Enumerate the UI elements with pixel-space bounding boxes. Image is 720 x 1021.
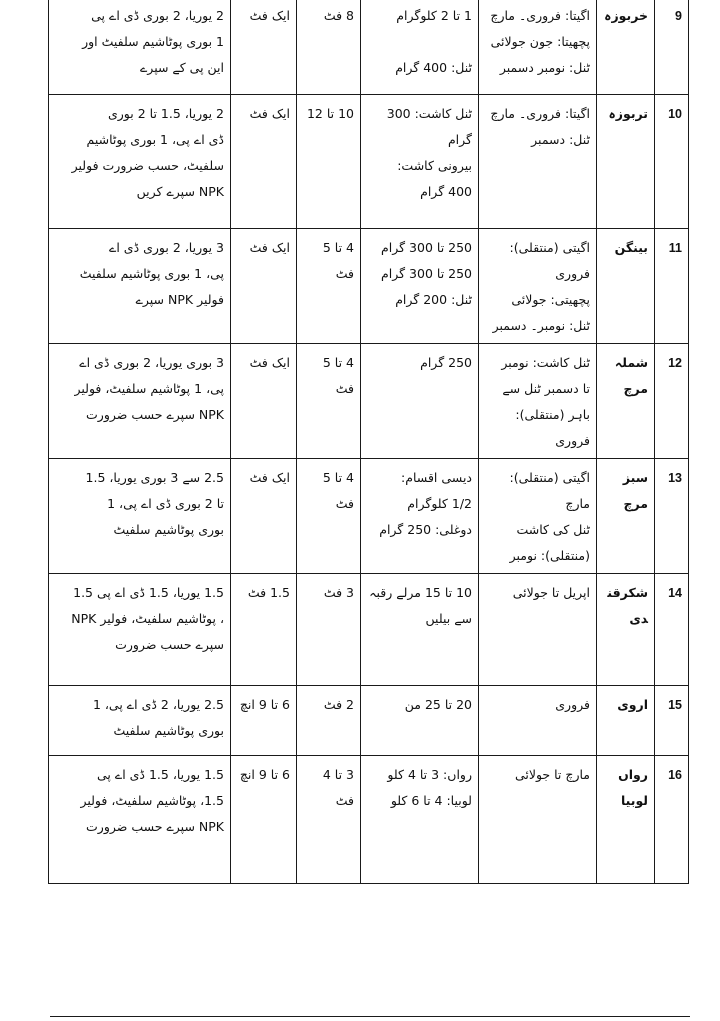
crop-guide-table: [48, 0, 689, 884]
seed-rate-cell-line: 1 تا 2 کلوگرام: [396, 8, 472, 23]
sowing-time-cell-line: (منتقلی): نومبر: [509, 548, 590, 563]
fertilizer-cell: [49, 686, 231, 756]
plant-spacing-cell: [231, 0, 297, 95]
seed-rate-cell-line: گرام: [447, 132, 472, 147]
sowing-time-cell-line: ٹنل: نومبر۔ دسمبر: [492, 318, 590, 333]
seed-rate-cell-line: 250 تا 300 گرام: [381, 240, 472, 255]
plant-spacing-cell: [231, 756, 297, 884]
sowing-time-cell: [479, 686, 597, 756]
serial-number-cell: [655, 459, 689, 574]
fertilizer-cell-line: تا 2 بوری ڈی اے پی، 1: [107, 496, 224, 511]
crop-name-cell-text: شملہ مرچ: [614, 355, 648, 396]
row-spacing-cell-line: 4 تا 5 فٹ: [322, 355, 354, 396]
fertilizer-cell: [49, 574, 231, 686]
fertilizer-cell-line: پی، 1 پوٹاشیم سلفیٹ، فولیر: [74, 381, 224, 396]
plant-spacing-cell-line: 1.5 فٹ: [247, 585, 290, 600]
fertilizer-cell-line: NPK سپرے حسب ضرورت: [86, 407, 224, 422]
plant-spacing-cell: [231, 95, 297, 229]
plant-spacing-cell: [231, 459, 297, 574]
row-spacing-cell-line: 4 تا 5 فٹ: [322, 470, 354, 511]
row-spacing-cell: [297, 0, 361, 95]
plant-spacing-cell: [231, 344, 297, 459]
serial-number-cell: [655, 0, 689, 95]
fertilizer-cell-line: NPK سپرے کریں: [136, 184, 224, 199]
fertilizer-cell: [49, 756, 231, 884]
row-spacing-cell-line: 8 فٹ: [323, 8, 354, 23]
plant-spacing-cell-line: ایک فٹ: [249, 240, 290, 255]
sowing-time-cell-line: ٹنل: نومبر دسمبر: [499, 60, 590, 75]
seed-rate-cell-line: 400 گرام: [420, 184, 472, 199]
fertilizer-cell-line: 3 یوریا، 2 بوری ڈی اے: [109, 240, 224, 255]
sowing-time-cell: [479, 459, 597, 574]
serial-number-cell: [655, 756, 689, 884]
crop-name-cell-text: اروی: [617, 697, 648, 712]
table-row: [49, 0, 689, 95]
table-row: [49, 756, 689, 884]
seed-rate-cell-line: 20 تا 25 من: [404, 697, 472, 712]
crop-name-cell: [597, 756, 655, 884]
fertilizer-cell-line: 2.5 سے 3 بوری یوریا، 1.5: [85, 470, 224, 485]
seed-rate-cell: [361, 756, 479, 884]
seed-rate-cell-line: 250 تا 300 گرام: [381, 266, 472, 281]
table-row: [49, 686, 689, 756]
crop-name-cell-text: خربوزہ: [604, 8, 648, 23]
seed-rate-cell-line: [367, 29, 472, 55]
seed-rate-cell-line: 10 تا 15 مرلے رقبہ: [369, 585, 472, 600]
row-spacing-cell: [297, 686, 361, 756]
row-spacing-cell: [297, 95, 361, 229]
seed-rate-cell-line: ٹنل: 200 گرام: [395, 292, 472, 307]
crop-name-cell: [597, 459, 655, 574]
fertilizer-cell-line: 1.5 یوریا، 1.5 ڈی اے پی 1.5: [73, 585, 224, 600]
fertilizer-cell-line: 1.5 یوریا، 1.5 ڈی اے پی: [97, 767, 224, 782]
fertilizer-cell-line: 1.5، پوٹاشیم سلفیٹ، فولیر: [80, 793, 224, 808]
fertilizer-cell-line: بوری پوٹاشیم سلفیٹ: [113, 522, 224, 537]
crop-name-cell-text: تربوزہ: [608, 106, 648, 121]
sowing-time-cell-line: مارچ تا جولائی: [514, 767, 590, 782]
sowing-time-cell-line: اگیتا: فروری۔ مارچ: [490, 8, 590, 23]
seed-rate-cell: [361, 459, 479, 574]
fertilizer-cell-line: این پی کے سپرے: [139, 60, 224, 75]
serial-number-cell-text: 13: [668, 471, 682, 485]
serial-number-cell-text: 9: [675, 9, 682, 23]
seed-rate-cell-line: ٹنل کاشت: 300: [386, 106, 472, 121]
serial-number-cell: [655, 344, 689, 459]
plant-spacing-cell-line: 6 تا 9 انچ: [239, 767, 290, 782]
table-row: [49, 459, 689, 574]
seed-rate-cell: [361, 0, 479, 95]
plant-spacing-cell: [231, 229, 297, 344]
seed-rate-cell: [361, 229, 479, 344]
sowing-time-cell-line: ٹنل کاشت: نومبر: [501, 355, 590, 370]
row-spacing-cell-line: 4 تا 5 فٹ: [322, 240, 354, 281]
sowing-time-cell-line: اگیتی (منتقلی): مارچ: [509, 470, 590, 511]
fertilizer-cell-line: پی، 1 بوری پوٹاشیم سلفیٹ: [79, 266, 224, 281]
plant-spacing-cell-line: ایک فٹ: [249, 106, 290, 121]
serial-number-cell-text: 11: [668, 241, 682, 255]
seed-rate-cell-line: ٹنل: 400 گرام: [395, 60, 472, 75]
fertilizer-cell-line: بوری پوٹاشیم سلفیٹ: [113, 723, 224, 738]
seed-rate-cell: [361, 344, 479, 459]
fertilizer-cell-line: سپرے حسب ضرورت: [115, 637, 224, 652]
table-row: [49, 95, 689, 229]
row-spacing-cell: [297, 229, 361, 344]
serial-number-cell: [655, 95, 689, 229]
fertilizer-cell-line: 2.5 یوریا، 2 ڈی اے پی، 1: [92, 697, 224, 712]
crop-name-cell-text: شکرقندی: [607, 585, 648, 626]
seed-rate-cell-line: لوبیا: 4 تا 6 کلو: [390, 793, 472, 808]
sowing-time-cell-line: ٹنل کی کاشت: [516, 522, 590, 537]
sowing-time-cell-line: تا دسمبر ٹنل سے: [502, 381, 590, 396]
seed-rate-cell-line: 250 گرام: [420, 355, 472, 370]
crop-name-cell: [597, 229, 655, 344]
sowing-time-cell: [479, 229, 597, 344]
sowing-time-cell-line: باہر (منتقلی): فروری: [515, 407, 590, 448]
fertilizer-cell: [49, 344, 231, 459]
crop-name-cell-text: بینگن: [614, 240, 648, 255]
fertilizer-cell: [49, 0, 231, 95]
fertilizer-cell-line: NPK سپرے حسب ضرورت: [86, 819, 224, 834]
fertilizer-cell: [49, 95, 231, 229]
seed-rate-cell-line: دیسی اقسام:: [401, 470, 472, 485]
serial-number-cell-text: 10: [668, 107, 682, 121]
seed-rate-cell-line: دوغلی: 250 گرام: [379, 522, 472, 537]
crop-name-cell: [597, 344, 655, 459]
table-row: [49, 229, 689, 344]
fertilizer-cell-line: سلفیٹ، حسب ضرورت فولیر: [71, 158, 224, 173]
crop-name-cell: [597, 686, 655, 756]
fertilizer-cell: [49, 229, 231, 344]
plant-spacing-cell-line: ایک فٹ: [249, 8, 290, 23]
fertilizer-cell: [49, 459, 231, 574]
serial-number-cell: [655, 574, 689, 686]
sowing-time-cell-line: اپریل تا جولائی: [512, 585, 590, 600]
plant-spacing-cell: [231, 686, 297, 756]
crop-name-cell-text: سبز مرچ: [622, 470, 648, 511]
seed-rate-cell-line: رواں: 3 تا 4 کلو: [387, 767, 472, 782]
row-spacing-cell: [297, 344, 361, 459]
table-body: [49, 0, 689, 884]
plant-spacing-cell-line: ایک فٹ: [249, 470, 290, 485]
fertilizer-cell-line: فولیر NPK سپرے: [135, 292, 224, 307]
sowing-time-cell: [479, 0, 597, 95]
sowing-time-cell-line: اگیتا: فروری۔ مارچ: [490, 106, 590, 121]
fertilizer-cell-line: ، پوٹاشیم سلفیٹ، فولیر NPK: [71, 611, 224, 626]
plant-spacing-cell-line: ایک فٹ: [249, 355, 290, 370]
crop-name-cell-text: رواں لوبیا: [618, 767, 648, 808]
fertilizer-cell-line: 3 بوری یوریا، 2 بوری ڈی اے: [79, 355, 224, 370]
row-spacing-cell-line: 10 تا 12: [306, 106, 354, 121]
serial-number-cell-text: 12: [668, 356, 682, 370]
plant-spacing-cell: [231, 574, 297, 686]
row-spacing-cell-line: 2 فٹ: [323, 697, 354, 712]
sowing-time-cell-line: پچھیتی: جولائی: [511, 292, 590, 307]
sowing-time-cell: [479, 574, 597, 686]
crop-name-cell: [597, 0, 655, 95]
sowing-time-cell-line: ٹنل: دسمبر: [531, 132, 590, 147]
serial-number-cell: [655, 686, 689, 756]
sowing-time-cell: [479, 344, 597, 459]
fertilizer-cell-line: 2 یوریا، 2 بوری ڈی اے پی: [91, 8, 224, 23]
serial-number-cell: [655, 229, 689, 344]
row-spacing-cell-line: 3 تا 4 فٹ: [322, 767, 354, 808]
serial-number-cell-text: 16: [668, 768, 682, 782]
seed-rate-cell-line: سے بیلیں: [425, 611, 472, 626]
fertilizer-cell-line: 1 بوری پوٹاشیم سلفیٹ اور: [82, 34, 224, 49]
sowing-time-cell: [479, 756, 597, 884]
seed-rate-cell: [361, 95, 479, 229]
row-spacing-cell: [297, 756, 361, 884]
crop-name-cell: [597, 95, 655, 229]
seed-rate-cell-line: بیرونی کاشت:: [397, 158, 472, 173]
sowing-time-cell-line: اگیتی (منتقلی): فروری: [509, 240, 590, 281]
page-bottom-rule: [50, 1016, 690, 1017]
table-row: [49, 574, 689, 686]
fertilizer-cell-line: 2 یوریا، 1.5 تا 2 بوری: [107, 106, 224, 121]
table-row: [49, 344, 689, 459]
fertilizer-cell-line: ڈی اے پی، 1 بوری پوٹاشیم: [86, 132, 224, 147]
seed-rate-cell: [361, 686, 479, 756]
row-spacing-cell: [297, 574, 361, 686]
sowing-time-cell-line: پچھیتا: جون جولائی: [490, 34, 590, 49]
serial-number-cell-text: 15: [668, 698, 682, 712]
sowing-time-cell-line: فروری: [555, 697, 590, 712]
seed-rate-cell: [361, 574, 479, 686]
sowing-time-cell: [479, 95, 597, 229]
row-spacing-cell: [297, 459, 361, 574]
seed-rate-cell-line: 1/2 کلوگرام: [407, 496, 472, 511]
row-spacing-cell-line: 3 فٹ: [323, 585, 354, 600]
plant-spacing-cell-line: 6 تا 9 انچ: [239, 697, 290, 712]
crop-name-cell: [597, 574, 655, 686]
serial-number-cell-text: 14: [668, 586, 682, 600]
